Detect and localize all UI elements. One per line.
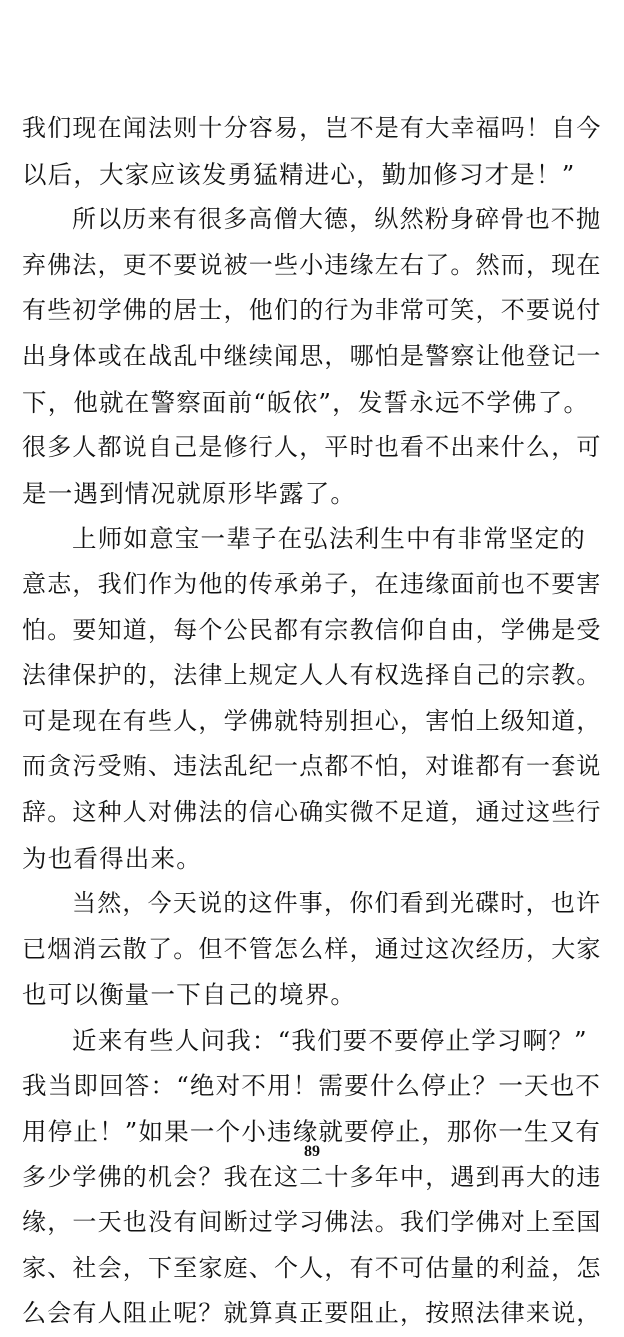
text-line: 法律保护的，法律上规定人人有权选择自己的宗教。 [22,661,602,690]
text-line: 意志，我们作为他的传承弟子，在违缘面前也不要害 [22,569,602,598]
text-line: 很多人都说自己是修行人，平时也看不出来什么，可 [22,433,602,462]
text-line: 为也看得出来。 [22,843,202,873]
text-line: 缘，一天也没有间断过学习佛法。我们学佛对上至国 [22,1208,602,1237]
text-line: 用停止！”如果一个小违缘就要停止，那你一生又有 [22,1117,602,1147]
text-line: 是一遇到情况就原形毕露了。 [22,478,357,508]
text-line: 我当即回答：“绝对不用！需要什么停止？一天也不 [22,1071,602,1101]
text-line: 弃佛法，更不要说被一些小违缘左右了。然而，现在 [22,250,602,279]
text-line: 多少学佛的机会？我在这二十多年中，遇到再大的违 [22,1162,602,1191]
text-line: 上师如意宝一辈子在弘法利生中有非常坚定的 [72,524,586,554]
text-line: 当然，今天说的这件事，你们看到光碟时，也许 [72,889,602,918]
text-line: 辞。这种人对佛法的信心确实微不足道，通过这些行 [22,797,602,826]
text-line: 也可以衡量一下自己的境界。 [22,980,357,1010]
text-line: 而贪污受贿、违法乱纪一点都不怕，对谁都有一套说 [22,752,602,781]
text-line: 近来有些人问我：“我们要不要停止学习啊？” [72,1025,588,1055]
text-line: 可是现在有些人，学佛就特别担心，害怕上级知道， [22,706,602,735]
text-line: 有些初学佛的居士，他们的行为非常可笑，不要说付 [22,296,602,325]
text-line: 么会有人阻止呢？就算真正要阻止，按照法律来说， [22,1299,602,1328]
text-line: 下，他就在警察面前“皈依”，发誓永远不学佛了。 [22,387,590,417]
text-line: 已烟消云散了。但不管怎么样，通过这次经历，大家 [22,934,602,963]
page-number: 89 [304,1143,320,1160]
text-line: 我们现在闻法则十分容易，岂不是有大幸福吗！自今 [22,114,602,142]
text-line: 所以历来有很多高僧大德，纵然粉身碎骨也不抛 [72,205,602,234]
text-line: 出身体或在战乱中继续闻思，哪怕是警察让他登记一 [22,341,602,370]
text-line: 家、社会，下至家庭、个人，有不可估量的利益，怎 [22,1253,602,1282]
text-line: 怕。要知道，每个公民都有宗教信仰自由，学佛是受 [22,615,602,644]
text-line: 以后，大家应该发勇猛精进心，勤加修习才是！” [22,159,576,189]
